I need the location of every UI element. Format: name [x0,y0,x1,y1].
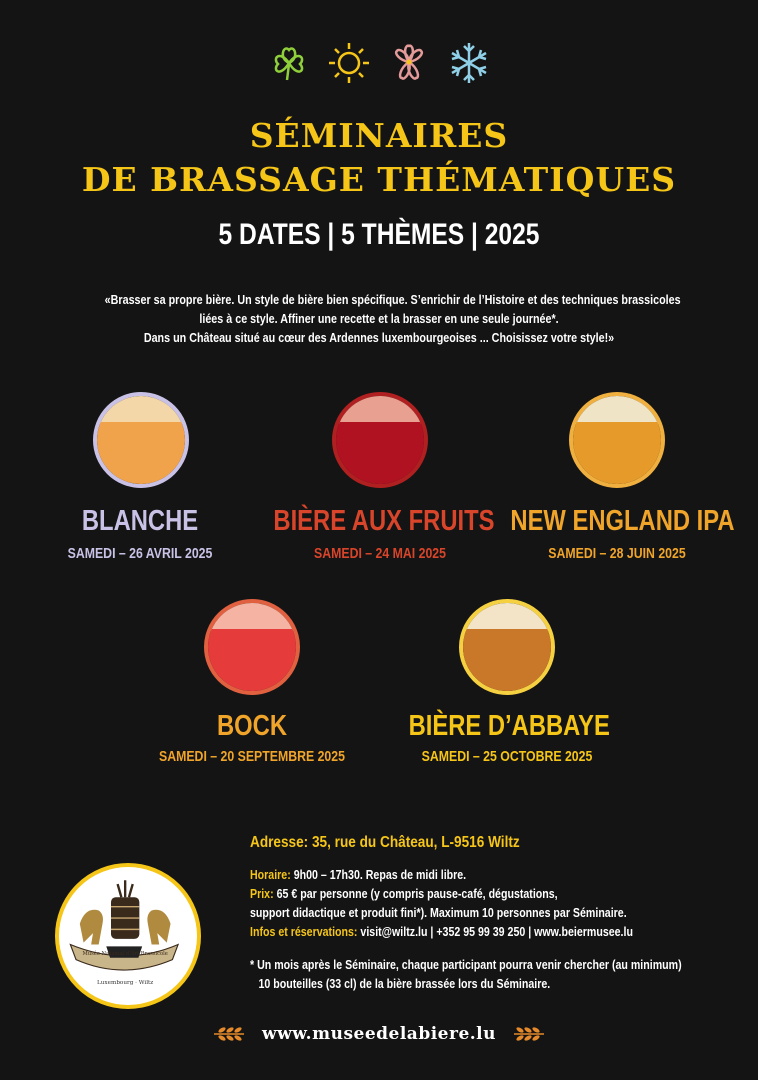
seminar-date: SAMEDI – 25 OCTOBRE 2025 [421,748,593,765]
intro-line: «Brasser sa propre bière. Un style de bière bien spécifique. S’enrichir de l’Histoire et des techniques brassicoles [104,293,681,307]
seminar-date: SAMEDI – 28 JUIN 2025 [548,545,686,562]
price-row-2: support didactique et produit fini*). Maximum 10 personnes par Séminaire. [250,906,627,920]
flower-icon [386,40,432,86]
beer-liquid [463,629,551,691]
beer-liquid [573,422,661,484]
seminar-date: SAMEDI – 24 MAI 2025 [314,545,446,562]
seminar-name: BIÈRE D’ABBAYE [408,710,610,742]
note-line: 10 bouteilles (33 cl) de la bière brassée lors du Séminaire. [258,977,551,991]
sun-icon [326,40,372,86]
beer-glass-fruits [332,392,428,488]
address-label: Adresse: [250,834,309,851]
beer-foam [208,603,296,631]
seminar-name: NEW ENGLAND IPA [510,505,735,537]
intro-text [104,291,681,348]
beer-foam [336,396,424,424]
hours-value: 9h00 – 17h30. Repas de midi libre. [290,868,467,882]
beer-liquid [208,629,296,691]
snowflake-icon [446,40,492,86]
beer-liquid [336,422,424,484]
seminar-date: SAMEDI – 20 SEPTEMBRE 2025 [159,748,345,765]
hours-row [250,866,658,885]
seminar-name: BIÈRE AUX FRUITS [273,505,495,537]
seminar-date: SAMEDI – 26 AVRIL 2025 [67,545,213,562]
website-link[interactable]: www.museedelabiere.lu [261,1024,496,1044]
intro-line: liées à ce style. Affiner une recette et la brasser en une seule journée*. [199,312,559,326]
note-line: * Un mois après le Séminaire, chaque participant pourra venir chercher (au minimum) [250,958,682,972]
museum-logo [55,863,201,1009]
logo-bottom-text: Luxembourg · Wiltz [97,980,154,987]
seminar-name: BOCK [216,710,288,742]
footer [0,1024,758,1044]
wheat-right-icon [510,1026,546,1042]
price-label: Prix: [250,887,274,901]
beer-foam [573,396,661,424]
title-line-2: DE BRASSAGE THÉMATIQUES [81,160,677,199]
beer-foam [463,603,551,631]
address-value: 35, rue du Château, L-9516 Wiltz [308,834,520,851]
contact-value[interactable]: visit@wiltz.lu | +352 95 99 39 250 | www.beiermusee.lu [357,925,633,939]
contact-row [250,923,658,942]
beer-glass-blanche [93,392,189,488]
beer-glass-abbaye [459,599,555,695]
title-line-1: SÉMINAIRES [249,116,509,155]
price-value: 65 € par personne (y compris pause-café, dégustations, [273,887,558,901]
seminar-name: BLANCHE [81,505,199,537]
wheat-left-icon [212,1026,248,1042]
address-row [250,834,658,852]
beer-glass-neipa [569,392,665,488]
intro-line: Dans un Château situé au cœur des Ardennes luxembourgeoises ... Choisissez votre style!» [143,331,615,345]
beer-glass-bock [204,599,300,695]
price-row [250,885,658,904]
logo-banner-text: Musée National d’Art Brassicole [82,950,168,957]
info-block [250,834,730,994]
beer-foam [97,396,185,424]
season-icons [0,40,758,86]
clover-icon [266,40,312,86]
beer-liquid [97,422,185,484]
contact-label: Infos et réservations: [250,925,358,939]
hours-label: Horaire: [250,868,291,882]
subtitle: 5 DATES | 5 THÈMES | 2025 [218,218,540,251]
